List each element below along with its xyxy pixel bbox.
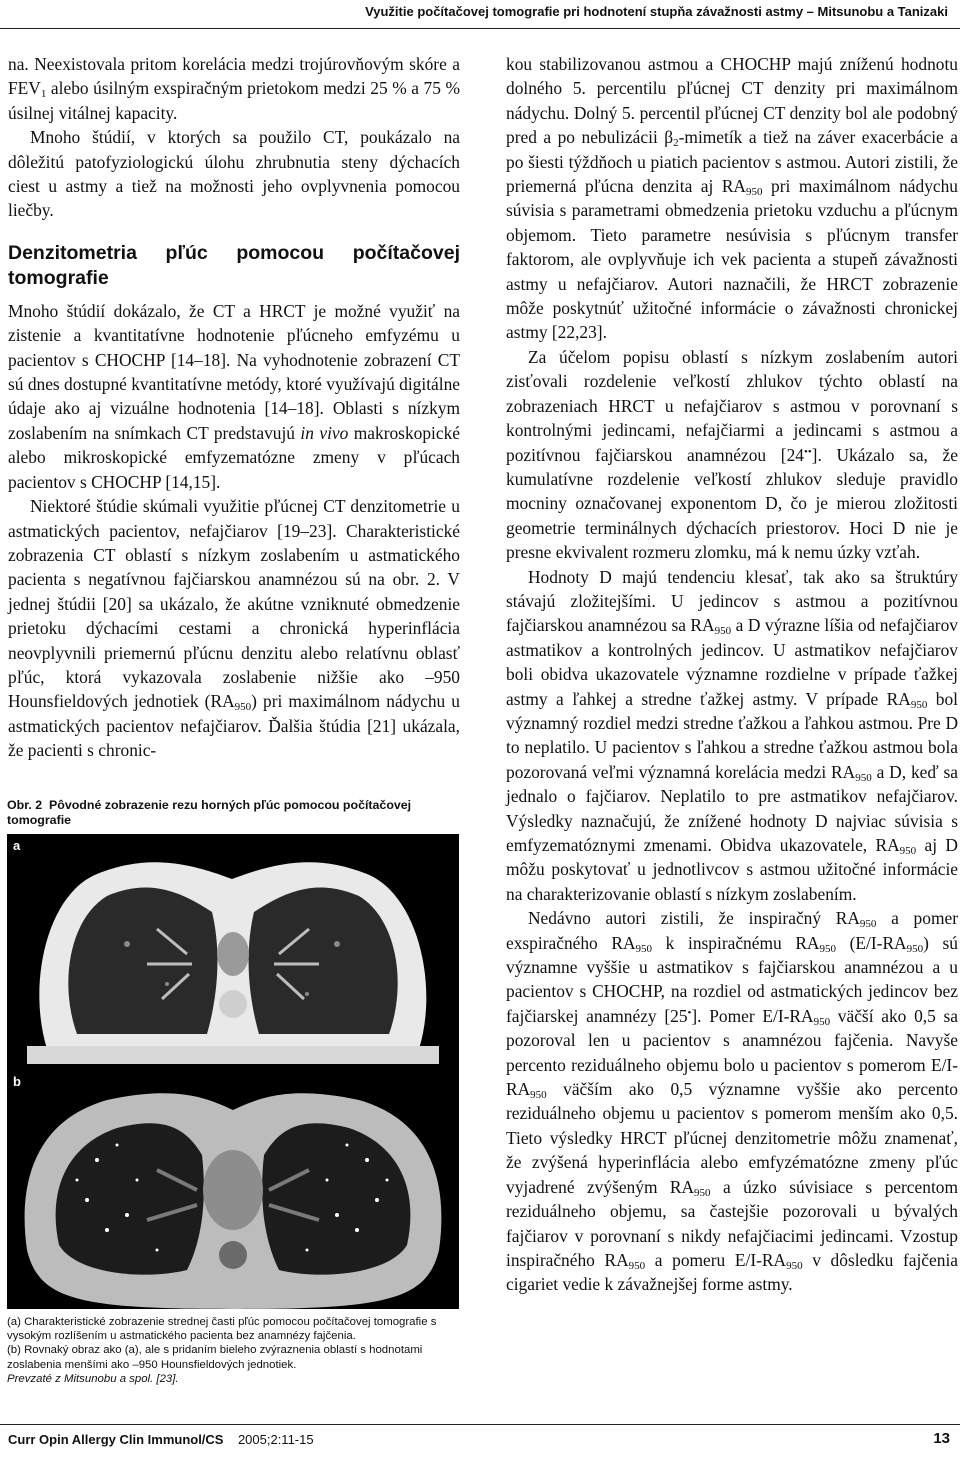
ct-panel-b	[7, 1070, 459, 1309]
superscript: ••	[803, 445, 812, 458]
text-run: -mimetík a tiež na záver exacerbácie a po šiesti týždňoch u piatich pacientov s astmou. Autori zistili, že priemerná pľúcna denzita aj RA	[506, 127, 958, 197]
paragraph	[506, 345, 958, 565]
text-run: aj D môžu poskytovať u jednotlivcov s astmou užitočné informácie na charakterizovanie oblastí s nízkym zoslabením.	[506, 835, 958, 904]
subscript: 950	[530, 1089, 547, 1102]
text-run: a úzko súvisiace s percentom reziduálneho objemu, sa častejšie pozorovali u bývalých fajčiarov v porovnaní s nikdy nefajčiacimi jedincami. Vzostup inspiračného RA	[506, 1176, 958, 1270]
text-run: na. Neexistovala pritom korelácia medzi trojúrovňovým skóre a FEV	[8, 54, 460, 99]
figure-title-text: Pôvodné zobrazenie rezu horných pľúc pomocou počítačovej tomografie	[7, 798, 412, 827]
caption-b: (b) Rovnaký obraz ako (a), ale s pridaním bieleho zvýraznenia oblastí s hodnotami zoslabenia menšími ako –950 Hounsfieldových jednotiek.	[7, 1344, 423, 1371]
text-run: bol významný rozdiel medzi stredne ťažkou a ľahkou astmou. Pre D to neplatilo. U pacientov s ľahkou a stredne ťažkou astmou bola pozorovaná veľmi významná korelácia medzi RA	[506, 688, 958, 782]
italic-text: in vivo	[300, 422, 349, 443]
journal-citation: 2005;2:11-15	[237, 1432, 314, 1447]
text-run: Mnoho štúdií dokázalo, že CT a HRCT je možné využiť na zistenie a kvantitatívne hodnotenie pľúcneho emfyzému u pacientov s CHOCHP [14–18]. Na vyhodnotenie zobrazení CT sú dnes dostupné kvantitatívne metódy, ktoré využívajú digitálne údaje ako aj vizuálne hodnotenia [14–18]. Oblasti s nízkym zoslabením na snímkach CT predstavujú	[8, 300, 460, 443]
text-run: alebo úsilným exspiračným prietokom medzi 25 % a 75 % úsilnej vitálnej kapacity.	[8, 78, 460, 123]
subscript: 950	[813, 1015, 831, 1028]
ct-scan-image-a	[7, 834, 459, 1064]
paragraph	[506, 52, 958, 345]
subscript: 950	[635, 942, 653, 955]
right-column	[506, 52, 958, 1297]
text-run: ]. Ukázalo sa, že kumulatívne rozdelenie veľkostí zhlukov sleduje pravidlo mocniny označovanej exponentom D, čo je mierou zložitosti geometrie terminálnych dýchacích priestorov. Hoci D nie je presne ekvivalent rozmeru zlomku, má k nemu úzky vzťah.	[506, 444, 958, 563]
text-run: Nedávno autori zistili, že inspiračný RA	[528, 908, 860, 929]
text-run: a pomeru E/I-RA	[645, 1249, 787, 1270]
section-heading: Denzitometria pľúc pomocou počítačovej tomografie	[8, 241, 460, 289]
paragraph	[506, 565, 958, 907]
text-run: Niektoré štúdie skúmali využitie pľúcnej CT denzitometrie u astmatických pacientov, nefajčiarov [19–23]. Charakteristické zobrazenia CT oblastí s nízkym zoslabením u astmatického pacienta s negatívnou fajčiarskou anamnézou sú na obr. 2. V jednej štúdii [20] sa ukázalo, že akútne vzniknuté obmedzenie prietoku dýchacími cestami a chronická hyperinflácia neovplyvnili priemernú pľúcnu denzitu alebo relatívnu oblasť pľúc, ktorá vykazovala zoslabenie nižšie ako –950 Hounsfieldových jednotiek (RA	[8, 496, 460, 712]
subscript: 950	[234, 701, 252, 714]
text-run: ) pri maximálnom nádychu u astmatických pacientov nefajčiarov. Ďalšia štúdia [21] ukázala, že pacienti s chronic-	[8, 691, 460, 761]
subscript: 950	[855, 771, 872, 784]
superscript: •	[687, 1006, 692, 1019]
text-run: (E/I-RA	[835, 932, 907, 953]
subscript: 950	[694, 1186, 711, 1199]
caption-a: (a) Charakteristické zobrazenie strednej časti pľúc pomocou počítačovej tomografie s vysokým rozlíšením u astmatického pacienta bez anamnézy fajčenia.	[7, 1316, 437, 1343]
subscript: 950	[628, 1259, 646, 1272]
figure-2	[7, 798, 461, 1386]
figure-title	[7, 798, 461, 828]
ct-panel-a	[7, 834, 459, 1064]
paragraph: Mnoho štúdií, v ktorých sa použilo CT, poukázalo na dôležitú patofyziologickú úlohu zhrubnutia steny dýchacích ciest u astmy a tiež na možnosti jeho ovplyvnenia pomocou liečby.	[8, 127, 460, 221]
paragraph	[506, 906, 958, 1297]
subscript: 950	[910, 698, 928, 711]
text-run: Hodnoty D majú tendenciu klesať, tak ako sa štruktúry stávajú zložitejšími. U jedincov s astmou a pozitívnou fajčiarskou anamnézou sa RA	[506, 566, 958, 636]
text-run: väčším ako 0,5 významne vyššie ako percento reziduálneho objemu u pacientov s pomerom menším ako 0,5. Tieto výsledky HRCT pľúcnej denzitometrie môžu znamenať, že zvýšená hyperinflácia alebo emfyzématózne zmeny pľúc vyjadrené zvýšeným RA	[506, 1079, 958, 1197]
text-run: väčší ako 0,5 sa pozoroval len u pacientov s anamnézou fajčenia. Navyše percento reziduálneho objemu bolo u pacientov s pomerom E/I-RA	[506, 1005, 959, 1100]
subscript: 950	[859, 918, 877, 931]
subscript: 1	[40, 88, 47, 101]
caption-source: Prevzaté z Mitsunobu a spol. [23].	[7, 1372, 179, 1385]
figure-images	[7, 834, 459, 1309]
paragraph	[8, 299, 460, 494]
text-run: a pomer exspiračného RA	[506, 908, 958, 953]
journal-name: Curr Opin Allergy Clin Immunol/CS	[8, 1432, 224, 1447]
subscript: 2	[673, 137, 679, 150]
figure-caption	[7, 1315, 461, 1386]
subscript: 950	[906, 942, 924, 955]
text-run: kou stabilizovanou astmou a CHOCHP majú zníženú hodnotu dolného 5. percentilu pľúcnej CT denzity pri maximálnom nádychu. Dolný 5. percentil pľúcnej CT denzity bol ale podobný pred a po nebulizácii β	[506, 54, 958, 148]
text-run: v dôsledku fajčenia cigariet vedie k závažnejšej forme astmy.	[506, 1249, 958, 1295]
footer-rule	[0, 1424, 960, 1425]
text-run: a D výrazne líšia od nefajčiarov astmatikov a kontrolných jedincov. U astmatikov nefajčiarov boli obidva ukazovatele významne rozdielne v prípade ťažkej astmy a ľahkej a stredne ťažkej astmy. V prípade RA	[506, 615, 958, 709]
subscript: 950	[746, 186, 763, 199]
page-number: 13	[933, 1430, 950, 1447]
panel-label-a: a	[13, 838, 21, 853]
text-run: a D, keď sa jednalo o fajčiarov. Neplatilo to pre astmatikov nefajčiarov. Výsledky naznačujú, že znížené hodnoty D najviac súvisia s emfyzematóznymi zmenami. Obidva ukazovatele, RA	[506, 761, 958, 855]
paragraph	[8, 52, 460, 125]
footer-journal	[8, 1432, 314, 1447]
panel-label-b: b	[13, 1074, 21, 1089]
text-run: ]. Pomer E/I-RA	[691, 1005, 814, 1026]
subscript: 950	[786, 1259, 803, 1272]
text-run: k inspiračnému RA	[652, 932, 820, 953]
left-column	[8, 52, 460, 763]
text-run: pri maximálnom nádychu súvisia s parametrami obmedzenia prietoku vzduchu a pľúcnym objemom. Tieto parametre nesúvisia s pľúcnym transfer faktorom, ale ovplyvňuje ich vek pacienta a stupeň závažnosti astmy u nefajčiarov. Autori naznačili, že HRCT zobrazenie môže poskytnúť užitočné informácie o závažnosti chronickej astmy [22,23].	[506, 176, 958, 343]
running-header: Využitie počítačovej tomografie pri hodnotení stupňa závažnosti astmy – Mitsunobu a Tanizaki	[365, 4, 948, 19]
subscript: 950	[714, 625, 732, 638]
ct-scan-image-b	[7, 1070, 459, 1309]
subscript: 950	[899, 845, 917, 857]
paragraph	[8, 494, 460, 762]
figure-label: Obr. 2	[7, 798, 43, 812]
text-run: Za účelom popisu oblastí s nízkym zoslabením autori zisťovali rozdelenie veľkostí zhlukov týchto oblastí na zobrazeniach HRCT u nefajčiarov s astmou v porovnaní s kontrolnými jedincami, nefajčiarmi a jedincami s astmou a pozitívnou fajčiarskou anamnézou [24	[506, 346, 958, 465]
text-run: ) sú významne vyššie u astmatikov s fajčiarskou anamnézou a u pacientov s CHOCHP, na rozdiel od astmatických jedincov bez fajčiarskej anamnézy [25	[506, 932, 958, 1026]
subscript: 950	[819, 942, 836, 955]
header-rule	[0, 28, 960, 29]
text-run: makroskopické alebo mikroskopické emfyzematózne zmeny v pľúcach pacientov s CHOCHP [14,15].	[8, 422, 460, 492]
